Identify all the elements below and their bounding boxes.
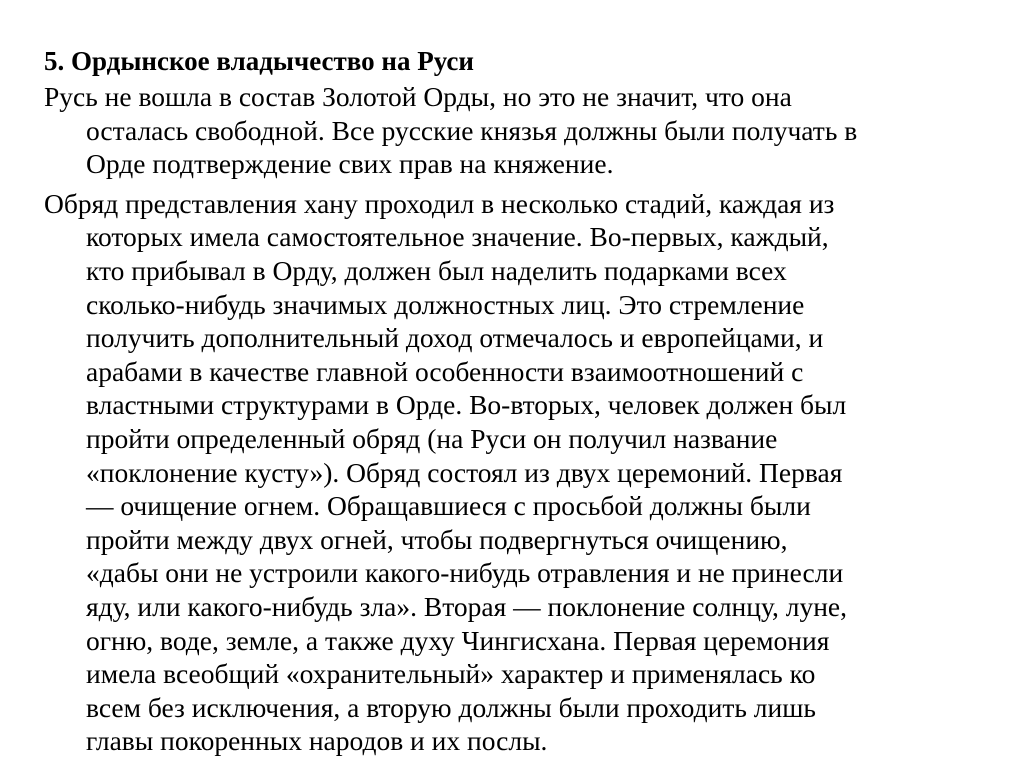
text-line: Обряд представления хану проходил в несколько стадий, каждая из [44, 187, 835, 219]
text-line: «дабы они не устроили какого-нибудь отравления и не принесли [86, 557, 844, 589]
text-line: получить дополнительный доход отмечалось и европейцами, и [86, 322, 824, 354]
text-line: осталась свободной. Все русские князья должны были получать в [86, 114, 858, 146]
text-line: огню, воде, земле, а также духу Чингисхана. Первая церемония [86, 624, 830, 656]
text-line: которых имела самостоятельное значение. Во-первых, каждый, [86, 221, 829, 253]
text-line: пройти между двух огней, чтобы подвергнуться очищению, [86, 523, 788, 555]
text-line: арабами в качестве главной особенности взаимоотношений с [86, 355, 804, 387]
text-line: кто прибывал в Орду, должен был наделить подарками всех [86, 254, 787, 286]
text-line: имела всеобщий «охранительный» характер и применялась ко [86, 658, 816, 690]
text-line: Русь не вошла в состав Золотой Орды, но это не значит, что она [44, 81, 792, 112]
text-line: всем без исключения, а вторую должны были проходить лишь [86, 691, 816, 723]
text-line: пройти определенный обряд (на Руси он получил название [86, 422, 778, 454]
text-line: — очищение огнем. Обращавшиеся с просьбой должны были [86, 490, 811, 522]
text-line: сколько-нибудь значимых должностных лиц. Это стремление [86, 288, 805, 320]
slide-content [44, 44, 994, 764]
text-line: Орде подтверждение свих прав на княжение. [86, 148, 614, 180]
paragraph-1 [44, 80, 994, 181]
text-line: яду, или какого-нибудь зла». Вторая — поклонение солнцу, луне, [86, 590, 847, 622]
text-line: «поклонение кусту»). Обряд состоял из двух церемоний. Первая [86, 456, 843, 488]
slide-title: 5. Ордынское владычество на Руси [44, 46, 474, 76]
text-line: главы покоренных народов и их послы. [86, 725, 548, 757]
paragraph-2 [44, 187, 994, 758]
text-line: властными структурами в Орде. Во-вторых, человек должен был [86, 389, 847, 421]
